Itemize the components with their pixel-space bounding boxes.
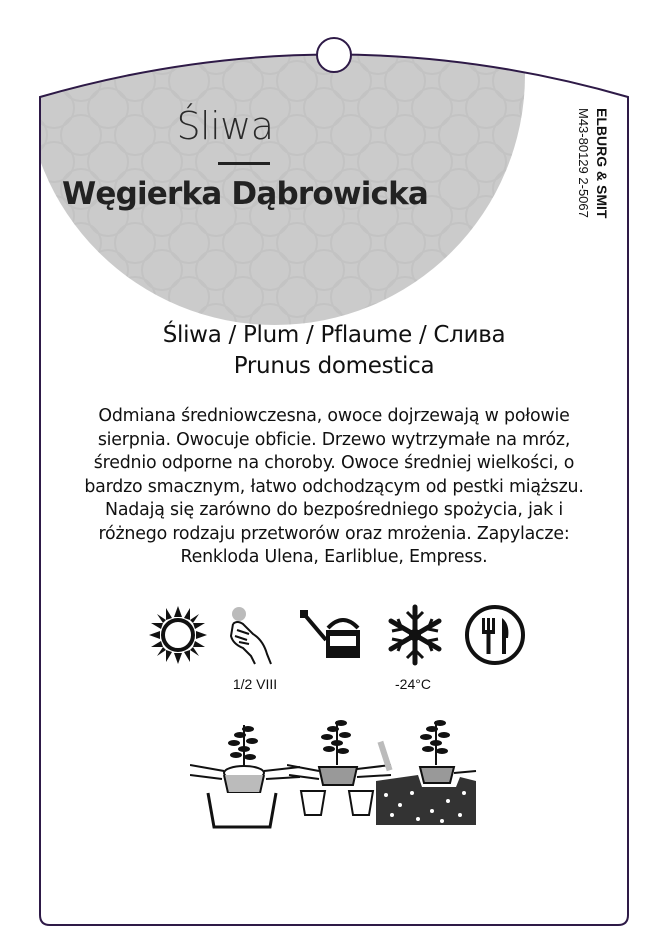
watering-can-icon bbox=[300, 604, 366, 666]
description: Odmiana średniowczesna, owoce dojrzewają w połowie sierpnia. Owocuje obficie. Drzewo wytrzymałe na mróz, średnio odporne na choroby. Owoce średniej wielkości, o bardzo smacznym, łatwo odchodzącym od pestki miąższu. Nadają się zarówno do bezpośredniego spożycia, jak i różnego rodzaju przetworów oraz mrożenia. Zapylacze: Renkloda Ulena, Earliblue, Empress. bbox=[84, 406, 584, 567]
brand-block bbox=[565, 108, 615, 268]
frost-hardiness: -24°C bbox=[395, 676, 431, 692]
title-divider bbox=[218, 162, 270, 165]
common-names: Śliwa / Plum / Pflaume / Слива bbox=[162, 322, 506, 348]
sun-icon bbox=[147, 604, 209, 666]
brand-name: ELBURG & SMIT bbox=[594, 108, 610, 219]
plant-in-ground-icon bbox=[372, 715, 478, 830]
plant-name: Śliwa bbox=[176, 104, 274, 148]
fork-knife-icon bbox=[464, 604, 526, 666]
product-code: M43-80129 2-5067 bbox=[576, 108, 591, 218]
hang-hole bbox=[317, 38, 351, 72]
harvest-hand-icon bbox=[223, 604, 279, 666]
variety-name: Węgierka Dąbrowicka bbox=[61, 176, 429, 212]
snowflake-icon bbox=[384, 604, 446, 666]
remove-pot-icon bbox=[190, 715, 300, 830]
harvest-time: 1/2 VIII bbox=[232, 676, 278, 692]
latin-name: Prunus domestica bbox=[233, 353, 435, 379]
